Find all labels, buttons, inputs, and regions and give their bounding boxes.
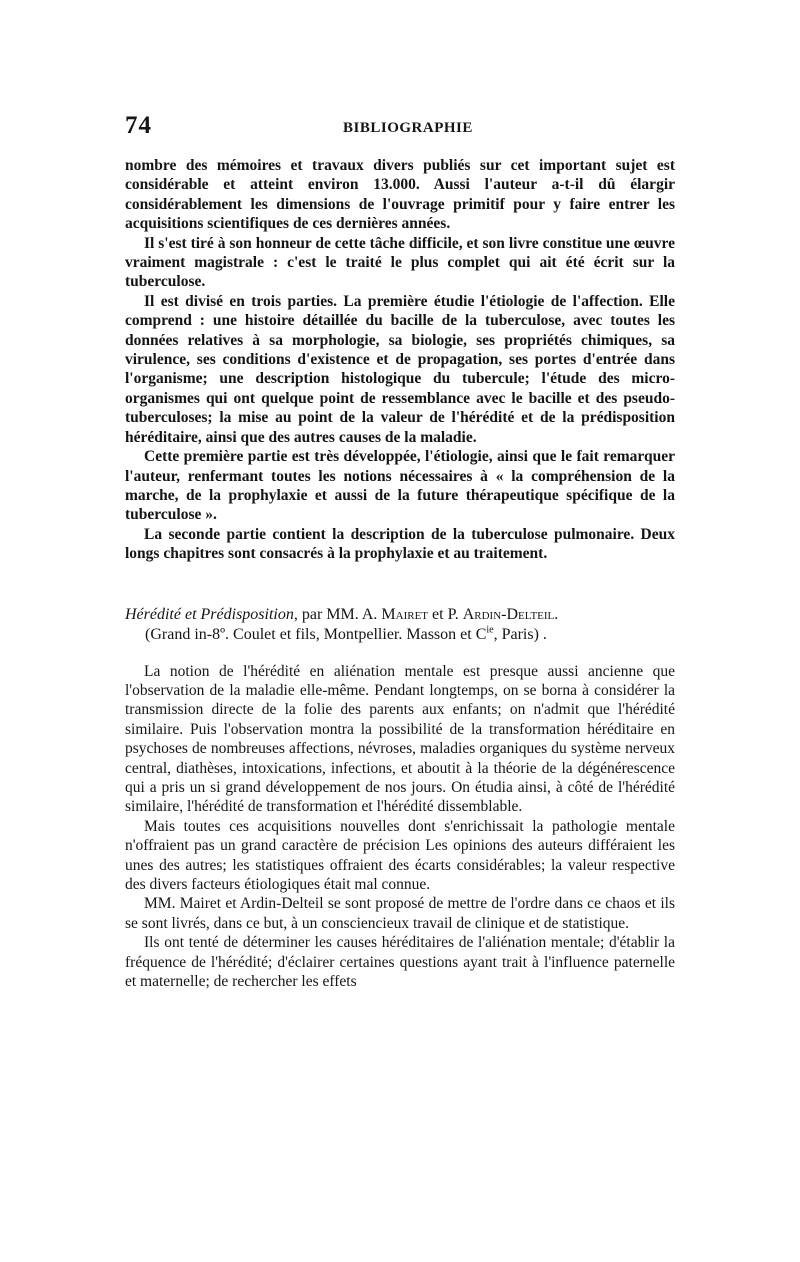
paragraph: Il est divisé en trois parties. La première étudie l'étiologie de l'affection. Elle comprend : une histoire détaillée du bacille de la tuberculose, avec toutes les données relatives à sa morphologie, sa biologie, ses propriétés chimiques, sa virulence, ses conditions d'existence et de propagation, ses portes d'entrée dans l'organisme; une description histologique du tubercule; l'étude des micro-organismes qui ont quelque point de ressemblance avec le bacille et des pseudo-tuberculoses; la mise au point de la valeur de l'hérédité et de la prédisposition héréditaire, ainsi que des autres causes de la maladie. (125, 292, 675, 446)
paragraph: Il s'est tiré à son honneur de cette tâche difficile, et son livre constitue une œuvre vraiment magistrale : c'est le traité le plus complet qui ait été écrit sur la tuberculose. (125, 234, 675, 291)
page-body (125, 156, 675, 991)
publication-text: (Grand in-8º. Coulet et fils, Montpellier. Masson et C (145, 625, 487, 643)
paragraph: Cette première partie est très développée, l'étiologie, ainsi que le fait remarquer l'auteur, renfermant toutes les notions nécessaires à « la compréhension de la marche, de la prophylaxie et aussi de la future thérapeutique spécifique de la tuberculose ». (125, 448, 675, 524)
publication-sup: ie (486, 624, 494, 636)
paragraph: MM. Mairet et Ardin-Delteil se sont proposé de mettre de l'ordre dans ce chaos et ils se sont livrés, dans ce but, à un consciencieux travail de clinique et de statistique. (125, 895, 675, 932)
review-publication (125, 625, 675, 645)
paragraph-continued: nombre des mémoires et travaux divers publiés sur cet important sujet est considérable et atteint environ 13.000. Aussi l'auteur a-t-il dû élargir considérablement les dimensions de l'ouvrage primitif pour y faire entrer les acquisitions scientifiques de ces dernières années. (125, 157, 675, 233)
review-title: Hérédité et Prédisposition (125, 605, 294, 623)
paragraph: La seconde partie contient la description de la tuberculose pulmonaire. Deux longs chapitres sont consacrés à la prophylaxie et au traitement. (125, 525, 675, 563)
paragraph: Mais toutes ces acquisitions nouvelles dont s'enrichissait la pathologie mentale n'offraient pas un grand caractère de précision Les opinions des auteurs différaient les unes des autres; les statistiques offraient des écarts considérables; la valeur respective des divers facteurs étiologiques était mal connue. (125, 817, 675, 893)
running-title: BIBLIOGRAPHIE (343, 120, 473, 136)
review-after-authors: . (554, 605, 559, 623)
paragraph: Ils ont tenté de déterminer les causes héréditaires de l'aliénation mentale; d'établir la fréquence de l'hérédité; d'éclairer certaines questions ayant trait à l'influence paternelle et maternelle; de rechercher les effets (125, 934, 675, 991)
paragraph: La notion de l'hérédité en aliénation mentale est presque aussi ancienne que l'observation de la maladie elle-même. Pendant longtemps, on se borna à considérer la transmission directe de la folie des parents aux enfants; on n'admit que l'hérédité similaire. Puis l'observation montra la possibilité de la transformation héréditaire en psychoses de nombreuses affections, névroses, maladies organiques du système nerveux central, diathèses, intoxications, infections, et aboutit à la théorie de la dégénérescence qui a pris un si grand développement de nos jours. On étudia ainsi, à côté de l'hérédité similaire, l'hérédité de transformation et l'hérédité dissemblable. (125, 662, 675, 816)
review-and: et P. (428, 605, 463, 623)
review-author: Ardin-Delteil (462, 605, 555, 623)
page-number: 74 (125, 112, 152, 139)
publication-end: , Paris) . (493, 625, 547, 643)
review-author: Mairet (381, 605, 429, 623)
page-header (125, 112, 675, 148)
review-heading (125, 605, 675, 645)
review-by: , par MM. A. (293, 605, 382, 623)
